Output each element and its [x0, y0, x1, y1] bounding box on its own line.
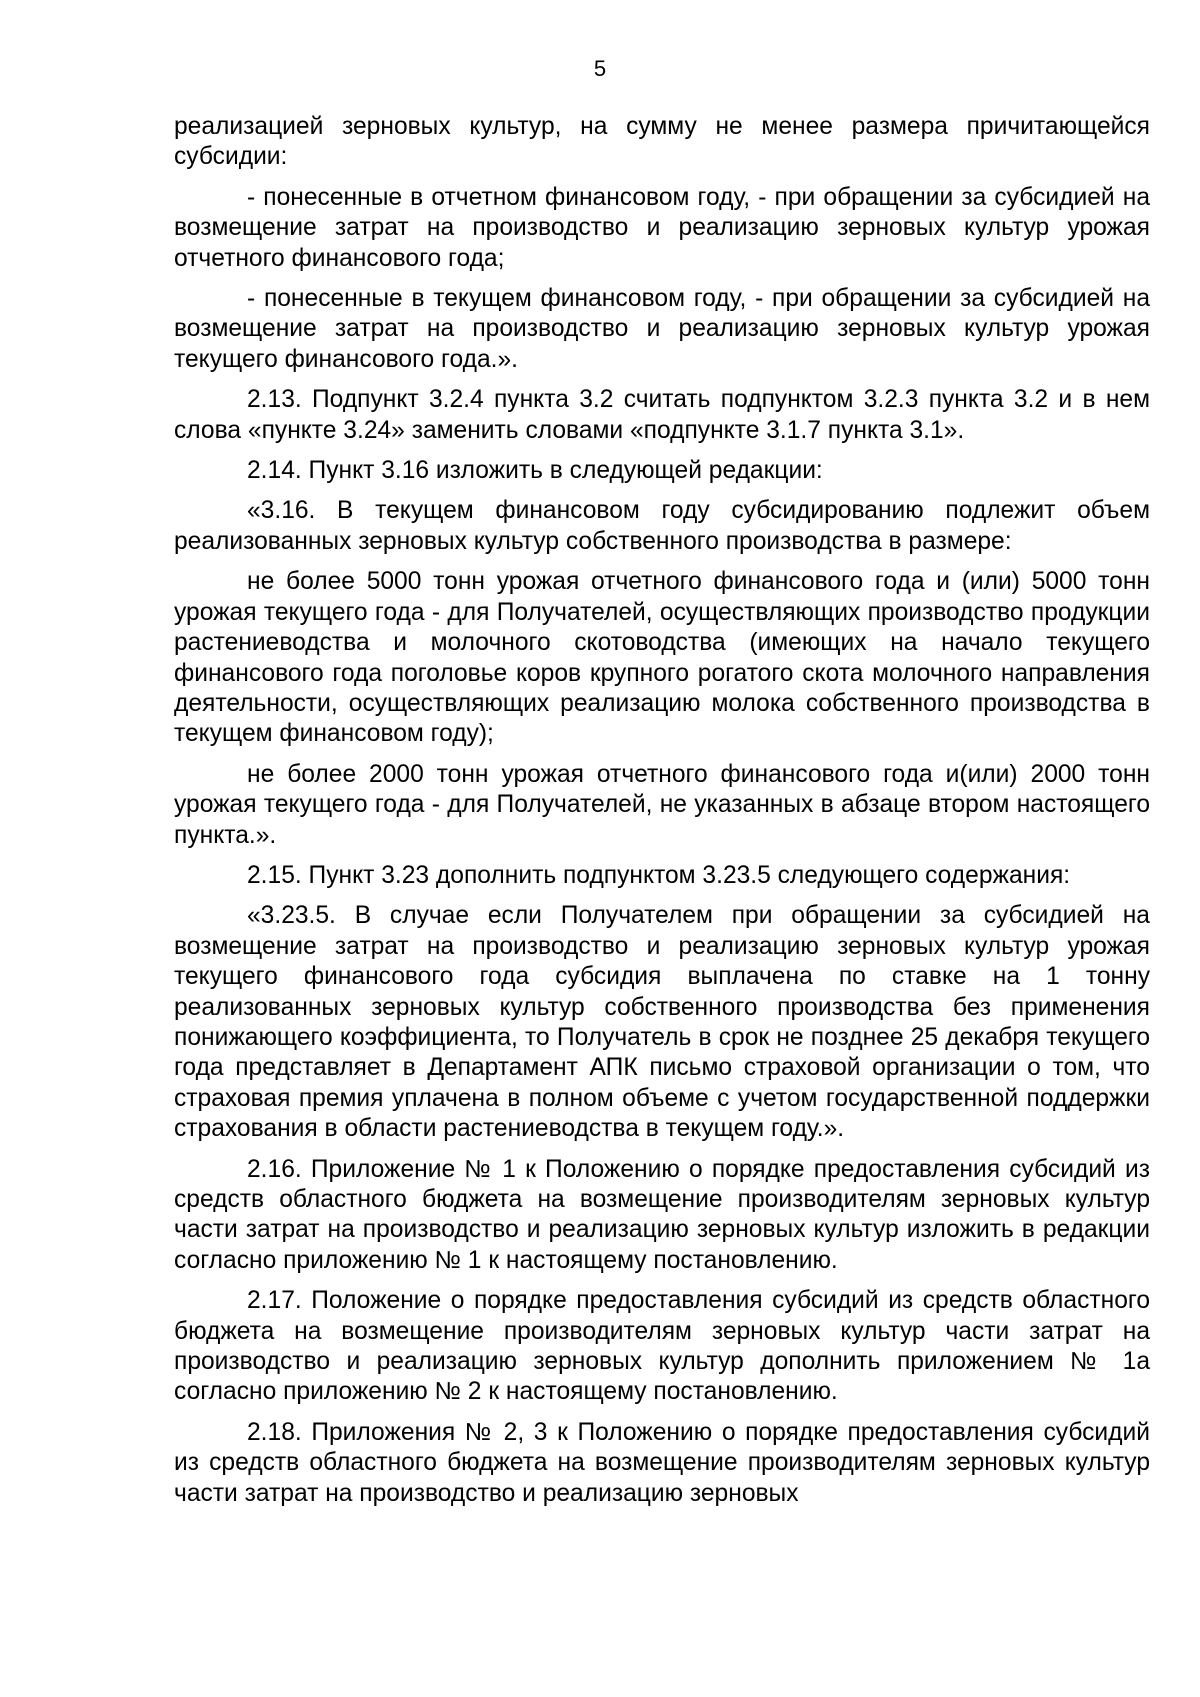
paragraph-2-13: 2.13. Подпункт 3.2.4 пункта 3.2 считать подпунктом 3.2.3 пункта 3.2 и в нем слова «пункте 3.24» заменить словами «подпункте 3.1.7 пункта 3.1». — [174, 386, 1150, 444]
paragraph-3-16: «3.16. В текущем финансовом году субсидированию подлежит объем реализованных зерновых культур собственного производства в размере: — [174, 497, 1150, 555]
paragraph-2-16: 2.16. Приложение № 1 к Положению о порядке предоставления субсидий из средств областного бюджета на возмещение производителям зерновых культур части затрат на производство и реализацию зерновых культур изложить в редакции согласно приложению № 1 к настоящему постановлению. — [174, 1155, 1150, 1274]
document-body — [174, 112, 1150, 1519]
paragraph-limit-2000: не более 2000 тонн урожая отчетного финансового года и(или) 2000 тонн урожая текущего года - для Получателей, не указанных в абзаце втором настоящего пункта.». — [174, 760, 1150, 849]
paragraph-3-23-5: «3.23.5. В случае если Получателем при обращении за субсидией на возмещение затрат на производство и реализацию зерновых культур урожая текущего финансового года субсидия выплачена по ставке на 1 тонну реализованных зерновых культур собственного производства без применения понижающего коэффициента, то Получатель в срок не позднее 25 декабря текущего года представляет в Департамент АПК письмо страховой организации о том, что страховая премия уплачена в полном объеме с учетом государственной поддержки страхования в области растениеводства в текущем году.». — [174, 902, 1150, 1143]
paragraph-continuation: реализацией зерновых культур, на сумму не менее размера причитающейся субсидии: — [174, 113, 1150, 171]
page-number: 5 — [593, 56, 607, 81]
paragraph-expenses-current-year: - понесенные в текущем финансовом году, - при обращении за субсидией на возмещение затрат на производство и реализацию зерновых культур урожая текущего финансового года.». — [174, 285, 1150, 373]
paragraph-expenses-reporting-year: - понесенные в отчетном финансовом году, - при обращении за субсидией на возмещение затрат на производство и реализацию зерновых культур урожая отчетного финансового года; — [174, 183, 1150, 272]
paragraph-2-14: 2.14. Пункт 3.16 изложить в следующей редакции: — [247, 457, 823, 485]
paragraph-2-17: 2.17. Положение о порядке предоставления субсидий из средств областного бюджета на возмещение производителям зерновых культур части затрат на производство и реализацию зерновых культур дополнить приложением № 1а согласно приложению № 2 к настоящему постановлению. — [174, 1287, 1150, 1406]
paragraph-2-15: 2.15. Пункт 3.23 дополнить подпунктом 3.23.5 следующего содержания: — [247, 861, 1071, 889]
paragraph-limit-5000: не более 5000 тонн урожая отчетного финансового года и (или) 5000 тонн урожая текущего года - для Получателей, осуществляющих производство продукции растениеводства и молочного скотоводства (имеющих на начало текущего финансового года поголовье коров крупного рогатого скота молочного направления деятельности, осуществляющих реализацию молока собственного производства в текущем финансовом году); — [174, 568, 1150, 748]
paragraph-2-18: 2.18. Приложения № 2, 3 к Положению о порядке предоставления субсидий из средств областного бюджета на возмещение производителям зерновых культур части затрат на производство и реализацию зерновых — [174, 1418, 1150, 1507]
